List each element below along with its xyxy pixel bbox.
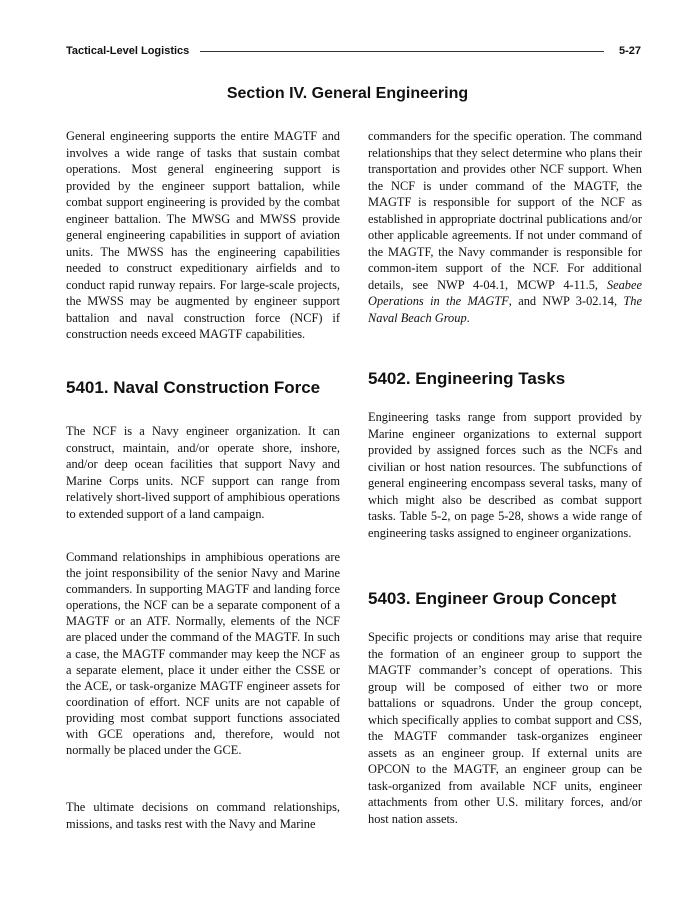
paragraph-5401-3: The ultimate decisions on command relationships, missions, and tasks rest with the Navy and Marine xyxy=(66,800,340,831)
reference-seabee-operations: Seabee Operations in the MAGTF xyxy=(368,277,642,308)
continued-text: commanders for the specific operation. The command relationships that they select determine who plans their transportation and provides other NCF support. When the NCF is under command of the MAGTF, the MAGTF is responsible for support of the NCF as established in appropriate doctrinal publications and/or other applicable agreements. If not under command of the MAGTF, the Navy commander is responsible for common-item support of the NCF. For additional details, see NWP 4-04.1, MCWP 4-11.5, xyxy=(368,129,642,292)
paragraph-5403-1: Specific projects or conditions may arise that require the formation of an engineer group to support the MAGTF commander’s concept of operations. This group will be composed of either two or more battalions or squadrons. Under the group concept, which specifically applies to combat support and CSS, the MAGTF commander task-organizes engineer assets as an engineer group. If external units are OPCON to the MAGTF, an engineer group can be task-organized from available NCF units, engineer attachments from other U.S. military forces, and/or host nation assets. xyxy=(368,630,642,826)
continued-text-end: . xyxy=(466,310,470,325)
continued-text-mid: , and NWP 3-02.14, xyxy=(508,294,624,308)
header-rule xyxy=(200,51,604,52)
intro-paragraph: General engineering supports the entire MAGTF and involves a wide range of tasks that sustain combat operations. Most general engineering support is provided by the engineer support battalion, while combat support engineering is provided by the combat engineer battalion. The MWSG and MWSS provide general engineering capabilities in support of aviation units. The MWSS has the engineering capabilities needed to construct expeditionary airfields and to conduct rapid runway repairs. For large-scale projects, the MWSS may be augmented by engineer support battalion and naval construction force (NCF) if construction needs exceed MAGTF capabilities. xyxy=(66,129,340,341)
heading-5401: 5401. Naval Construction Force xyxy=(66,378,321,397)
heading-5402: 5402. Engineering Tasks xyxy=(368,369,566,388)
page-number: 5-27 xyxy=(618,45,641,57)
paragraph-5401-2: Command relationships in amphibious operations are the joint responsibility of the senior Navy and Marine commanders. In supporting MAGTF and landing force operations, the NCF can be a separate component of a MAGTF or an ATF. Normally, elements of the NCF are placed under the command of the MAGTF. In such a case, the MAGTF commander may keep the NCF as a separate element, place it under either the CSSE or the ACE, or task-organize MAGTF engineer assets for coordination of effort. NCF units are not capable of providing most combat support functions associated with GCE operations and, therefore, would not normally be placed under the GCE. xyxy=(66,550,340,758)
paragraph-5402-1: Engineering tasks range from support provided by Marine engineer organizations to external support provided by assigned forces such as the NCFs and civilian or host nation resources. The subfunctions of general engineering encompass several tasks, many of which might also be described as combat support tasks. Table 5-2, on page 5-28, shows a wide range of engineering tasks assigned to engineer organizations. xyxy=(368,410,642,540)
running-header xyxy=(66,44,641,58)
reference-naval-beach-group: The Naval Beach Group xyxy=(368,294,642,325)
section-title: Section IV. General Engineering xyxy=(226,85,469,102)
running-title: Tactical-Level Logistics xyxy=(66,45,190,57)
continued-paragraph xyxy=(368,128,642,326)
heading-5403: 5403. Engineer Group Concept xyxy=(368,589,617,608)
paragraph-5401-1: The NCF is a Navy engineer organization. It can construct, maintain, and/or operate shore, inshore, and/or deep ocean facilities that support Navy and Marine Corps units. NCF support can range from relatively short-lived support of amphibious operations to extended support of a land campaign. xyxy=(66,424,340,521)
